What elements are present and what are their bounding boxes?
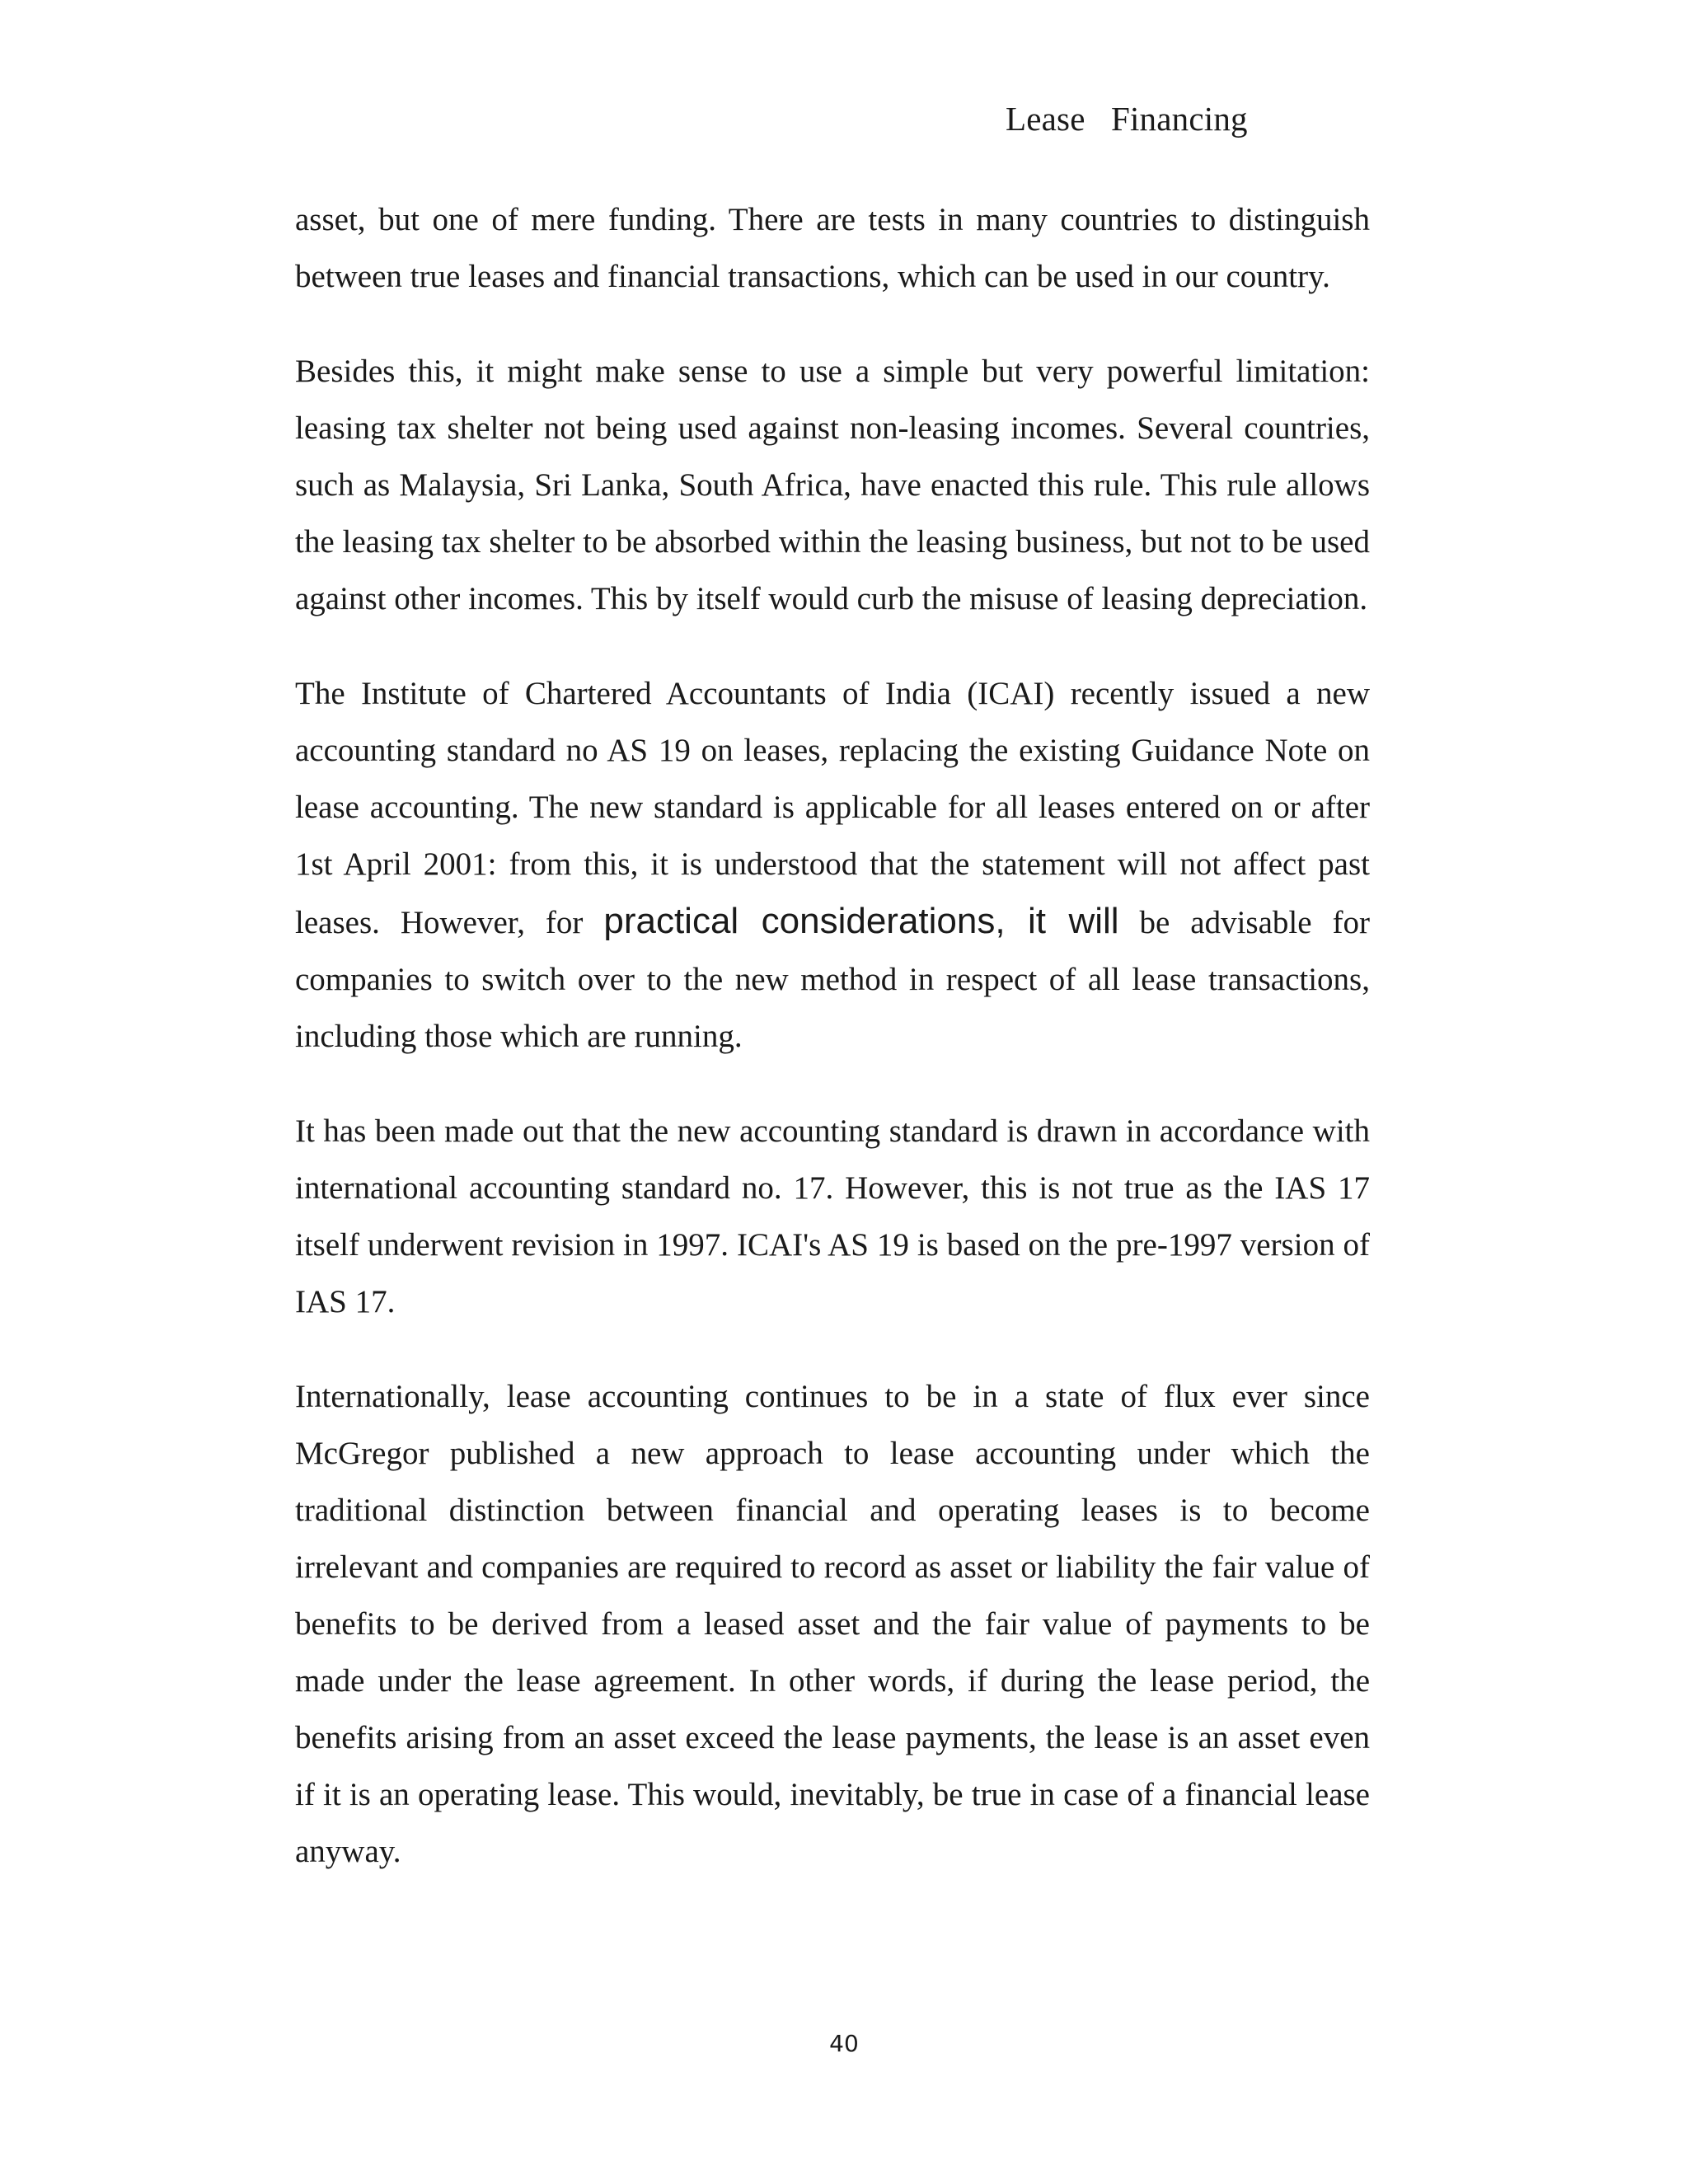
paragraph-4: It has been made out that the new accounting standard is drawn in accordance with international accounting standard no. 17. However, this is not true as the IAS 17 itself underwent revision in 1997. ICAI's AS 19 is based on the pre-1997 version of IAS 17. (295, 1113, 1370, 1319)
page-number: 40 (829, 2030, 859, 2057)
paragraph-3-text-b: practical considerations, it will (603, 901, 1119, 941)
paragraph-1: asset, but one of mere funding. There are tests in many countries to distinguish between true leases and financial transactions, which can be used in our country. (295, 202, 1370, 294)
paragraph-3-text-a: The Institute of Chartered Accountants of India (ICAI) recently issued a new accounting standard no AS 19 on leases, replacing the existing Guidance Note on lease accounting. The new standard is applicable for all leases entered on or after 1st April 2001: from this, it is understood that the statement will not affect past leases. However, for (295, 676, 1370, 940)
paragraph-3-text-c: be advisable for companies to switch over to the new method in respect of all lease transactions, including those which are running. (295, 905, 1370, 1054)
running-header: Lease Financing (1006, 100, 1248, 138)
paragraph-2: Besides this, it might make sense to use a simple but very powerful limitation: leasing tax shelter not being used against non-leasing incomes. Several countries, such as Malaysia, Sri Lanka, South Africa, have enacted this rule. This rule allows the leasing tax shelter to be absorbed within the leasing business, but not to be used against other incomes. This by itself would curb the misuse of leasing depreciation. (295, 354, 1370, 616)
page-body (295, 191, 1370, 1880)
paragraph-3 (295, 665, 1370, 1065)
paragraph-5: Internationally, lease accounting continues to be in a state of flux ever since McGregor published a new approach to lease accounting under which the traditional distinction between financial and operating leases is to become irrelevant and companies are required to record as asset or liability the fair value of benefits to be derived from a leased asset and the fair value of payments to be made under the lease agreement. In other words, if during the lease period, the benefits arising from an asset exceed the lease payments, the lease is an asset even if it is an operating lease. This would, inevitably, be true in case of a financial lease anyway. (295, 1379, 1370, 1869)
